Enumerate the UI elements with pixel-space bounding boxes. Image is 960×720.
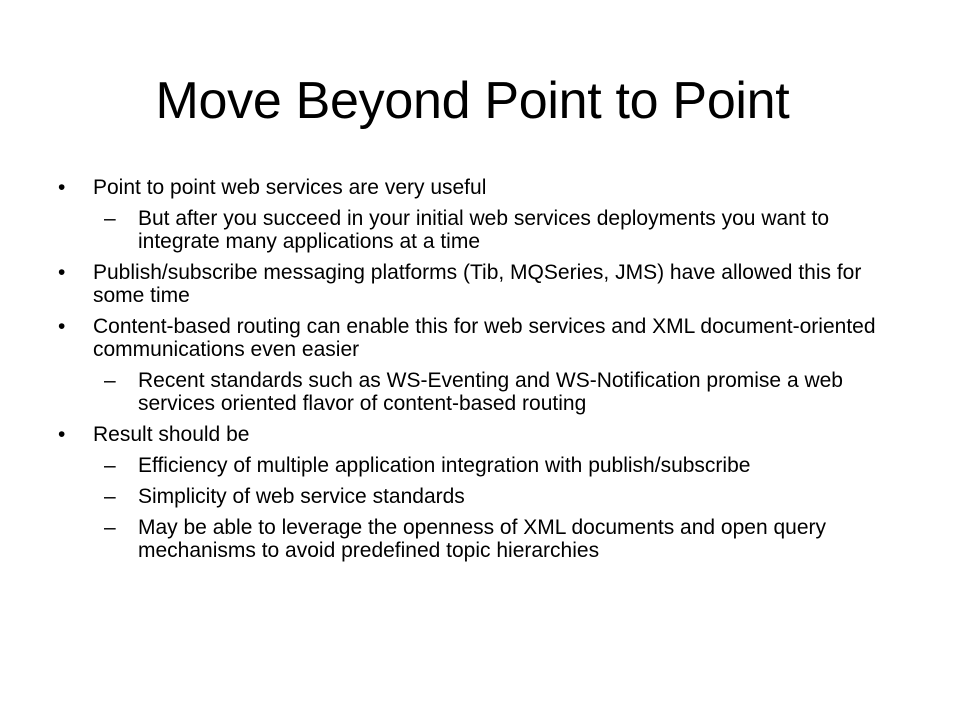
bullet-text: Result should be	[93, 423, 250, 446]
sub-bullet-text: But after you succeed in your initial web services deployments you want to integrate many applications at a time	[138, 207, 830, 253]
bullet-text: Publish/subscribe messaging platforms (Tib, MQSeries, JMS) have allowed this for some time	[93, 261, 862, 307]
bullet-item	[58, 261, 908, 307]
slide-title: Move Beyond Point to Point	[155, 72, 790, 130]
bullet-item	[58, 176, 908, 199]
bullet-list	[58, 176, 908, 570]
bullet-text: Point to point web services are very useful	[93, 176, 487, 199]
bullet-marker: •	[58, 261, 66, 284]
sub-bullet-item	[58, 516, 908, 562]
bullet-marker: •	[58, 315, 66, 338]
sub-bullet-item	[58, 207, 908, 253]
sub-bullet-item	[58, 485, 908, 508]
bullet-item	[58, 423, 908, 446]
bullet-text: Content-based routing can enable this for web services and XML document-oriented communications even easier	[93, 315, 876, 361]
dash-marker: –	[104, 369, 116, 392]
bullet-marker: •	[58, 423, 66, 446]
dash-marker: –	[104, 485, 116, 508]
sub-bullet-text: May be able to leverage the openness of XML documents and open query mechanisms to avoid predefined topic hierarchies	[138, 516, 827, 562]
bullet-item	[58, 315, 908, 361]
dash-marker: –	[104, 516, 116, 539]
dash-marker: –	[104, 454, 116, 477]
sub-bullet-text: Recent standards such as WS-Eventing and WS-Notification promise a web services oriented flavor of content-based routing	[138, 369, 843, 415]
sub-bullet-item	[58, 369, 908, 415]
dash-marker: –	[104, 207, 116, 230]
sub-bullet-text: Simplicity of web service standards	[138, 485, 465, 508]
sub-bullet-text: Efficiency of multiple application integration with publish/subscribe	[138, 454, 751, 477]
bullet-marker: •	[58, 176, 66, 199]
sub-bullet-item	[58, 454, 908, 477]
